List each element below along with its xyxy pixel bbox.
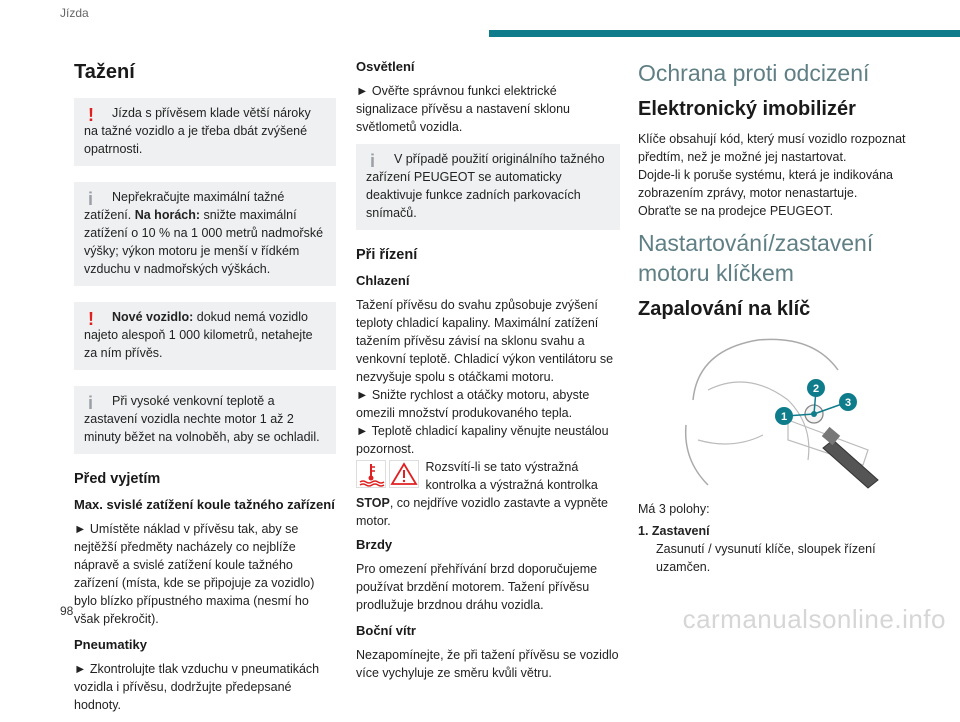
warning-triangle-icon: [389, 460, 419, 488]
info-note-2: [74, 386, 336, 454]
steering-wheel-key-drawing: [638, 330, 908, 490]
before-departure-heading: Před vyjetím: [74, 471, 161, 487]
warning-icon: !: [88, 309, 94, 329]
info-icon: i: [88, 393, 94, 413]
page-number: 98: [60, 604, 74, 618]
section-header: Jízda: [60, 6, 89, 20]
lights-heading: Osvětlení: [356, 59, 415, 74]
ignition-title: Zapalování na klíč: [638, 298, 811, 320]
column-towing: [74, 56, 336, 722]
cooling-heading: Chlazení: [356, 273, 410, 288]
warning-lamps-paragraph: Rozsvítí-li se tato výstražná kontrolka a výstražná kontrolka STOP, co nejdříve vozidlo zastavte a vypněte motor.: [356, 460, 608, 528]
cooling-text: Tažení přívěsu do svahu způsobuje zvýšení teploty chladicí kapaliny. Maximální zatížení tažením přívěsu závisí na sklonu svahu a venkovní teplotě. Chladicí výkon ventilátoru se nezvyšuje spolu s otáčkami motoru.: [356, 298, 614, 384]
immobiliser-text: Klíče obsahují kód, který musí vozidlo rozpoznat předtím, než je možné jej nastartovat.: [638, 132, 906, 164]
tyres-heading: Pneumatiky: [74, 637, 147, 652]
positions-intro: Má 3 polohy:: [638, 502, 710, 516]
warning-note-2: [74, 302, 336, 370]
note-text: Nepřekračujte maximální tažné zatížení. Na horách: snižte maximální zatížení o 10 % na 1 000 metrů nadmořské výšky; výkon motoru je menší v řídkém vzduchu v nadmořských výškách.: [84, 190, 324, 276]
info-note-1: [74, 182, 336, 286]
coolant-temperature-icon: [356, 460, 386, 488]
column-driving: [356, 56, 620, 690]
crosswind-heading: Boční vítr: [356, 623, 416, 638]
position-label-3: 3: [844, 397, 852, 409]
column-anti-theft: [638, 56, 908, 578]
header-accent-bar: [489, 30, 960, 37]
immobiliser-title: Elektronický imobilizér: [638, 98, 856, 120]
warning-note-1: [74, 98, 336, 166]
cooling-text: ► Snižte rychlost a otáčky motoru, abyste omezili množství produkovaného tepla.: [356, 388, 590, 420]
tyres-text: ► Zkontrolujte tlak vzduchu v pneumatikách vozidla i přívěsu, dodržujte předepsané hodnoty.: [74, 662, 320, 712]
anti-theft-title: Ochrana proti odcizení: [638, 60, 870, 86]
info-icon: i: [370, 151, 376, 171]
note-text: Při vysoké venkovní teplotě a zastavení vozidla nechte motor 1 až 2 minuty běžet na volnoběh, aby se ochladil.: [84, 394, 320, 444]
towing-title: Tažení: [74, 61, 135, 83]
start-stop-title: Nastartování/zastavení motoru klíčkem: [638, 230, 874, 286]
immobiliser-text: Obraťte se na prodejce PEUGEOT.: [638, 204, 834, 218]
warning-symbols: [356, 460, 419, 493]
brakes-heading: Brzdy: [356, 537, 393, 552]
info-icon: i: [88, 189, 94, 209]
position-item-1: 1. Zastavení Zasunutí / vysunutí klíče, sloupek řízení uzamčen.: [638, 522, 908, 576]
watermark: carmanualsonline.info: [682, 604, 946, 634]
driving-heading: Při řízení: [356, 247, 418, 263]
note-text: V případě použití originálního tažného zařízení PEUGEOT se automaticky deaktivuje funkce zadních parkovacích snímačů.: [366, 152, 605, 220]
max-load-text: ► Umístěte náklad v přívěsu tak, aby se nejtěžší předměty nacházely co nejblíže nápravě a svislé zatížení koule tažného zařízení (místa, kde se připojuje za vozidlo) bylo blízko přípustného maxima (nesmí ho však překročit).: [74, 522, 315, 626]
warning-icon: !: [88, 105, 94, 125]
cooling-text: ► Teplotě chladicí kapaliny věnujte neustálou pozornost.: [356, 424, 609, 456]
info-note-sensors: [356, 144, 620, 230]
position-label-1: 1: [780, 411, 788, 423]
position-item-1-text: Zasunutí / vysunutí klíče, sloupek řízení uzamčen.: [656, 542, 876, 574]
ignition-key-illustration: [638, 330, 908, 490]
note-text: Nové vozidlo: dokud nemá vozidlo najeto alespoň 1 000 kilometrů, netahejte za ním přívěs.: [84, 310, 313, 360]
crosswind-text: Nezapomínejte, že při tažení přívěsu se vozidlo více vychyluje ze směru kvůli větru.: [356, 648, 619, 680]
note-text: Jízda s přívěsem klade větší nároky na tažné vozidlo a je třeba dbát zvýšené opatrnosti.: [84, 106, 311, 156]
lights-text: ► Ověřte správnou funkci elektrické signalizace přívěsu a nastavení sklonu světlometů vozidla.: [356, 84, 571, 134]
position-label-2: 2: [812, 383, 820, 395]
brakes-text: Pro omezení přehřívání brzd doporučujeme používat brzdění motorem. Tažení přívěsu prodlužuje brzdnou dráhu vozidla.: [356, 562, 598, 612]
max-load-heading: Max. svislé zatížení koule tažného zařízení: [74, 497, 335, 512]
immobiliser-text: Dojde-li k poruše systému, která je indikována zobrazením zprávy, motor nenastartuje.: [638, 168, 893, 200]
